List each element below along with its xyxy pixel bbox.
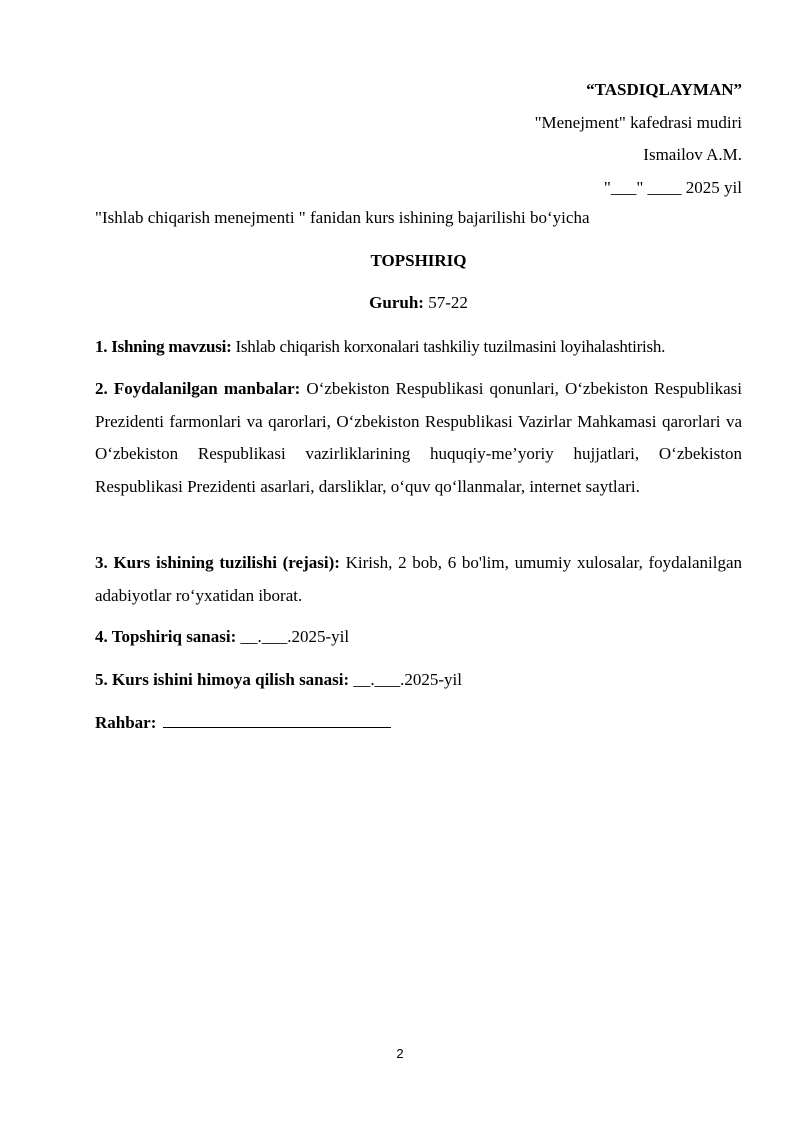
item-label: 2. Foydalanilgan manbalar: (95, 379, 301, 398)
supervisor-line (95, 707, 742, 740)
item-assignment-date (95, 621, 742, 654)
item-label: 4. Topshiriq sanasi: (95, 627, 237, 646)
item-defense-date (95, 664, 742, 697)
approval-block (535, 74, 742, 204)
approval-stamp: “TASDIQLAYMAN” (586, 80, 742, 99)
item-structure (95, 547, 742, 612)
item-text: Kirish, 2 bob, 6 bo'lim, umumiy xulosalar, foydalanilgan adabiyotlar ro‘yxatidan iborat. (95, 553, 742, 605)
item-label: 5. Kurs ishini himoya qilish sanasi: (95, 670, 350, 689)
subject-line: "Ishlab chiqarish menejmenti " fanidan kurs ishining bajarilishi bo‘yicha (95, 208, 590, 227)
item-text: __.___.2025-yil (349, 670, 462, 689)
supervisor-label: Rahbar: (95, 713, 157, 732)
approval-name: Ismailov A.M. (643, 145, 742, 164)
approval-date: "___" ____ 2025 yil (603, 177, 742, 197)
item-text: __.___.2025-yil (236, 627, 350, 646)
page-number: 2 (396, 1046, 404, 1061)
signature-line (163, 711, 391, 728)
approval-position: "Menejment" kafedrasi mudiri (534, 112, 742, 132)
group-line (95, 289, 742, 317)
item-label: 1. Ishning mavzusi: (95, 337, 232, 356)
document-title: TOPSHIRIQ (370, 251, 467, 270)
group-value: 57-22 (423, 293, 468, 312)
item-topic (95, 331, 742, 364)
group-label: Guruh: (369, 293, 424, 312)
item-label: 3. Kurs ishining tuzilishi (rejasi): (95, 553, 340, 572)
item-sources (95, 373, 742, 503)
item-text: Ishlab chiqarish korxonalari tashkiliy tuzilmasini loyihalashtirish. (231, 337, 666, 356)
item-text: O‘zbekiston Respublikasi qonunlari, O‘zbekiston Respublikasi Prezidenti farmonlari va qarorlari, O‘zbekiston Respublikasi Vazirlar Mahkamasi qarorlari va O‘zbekiston Respublikasi vazirliklarining huquqiy-me’yoriy hujjatlari, O‘zbekiston Respublikasi Prezidenti asarlari, darsliklar, o‘quv qo‘llanmalar, internet saytlari. (95, 379, 743, 496)
